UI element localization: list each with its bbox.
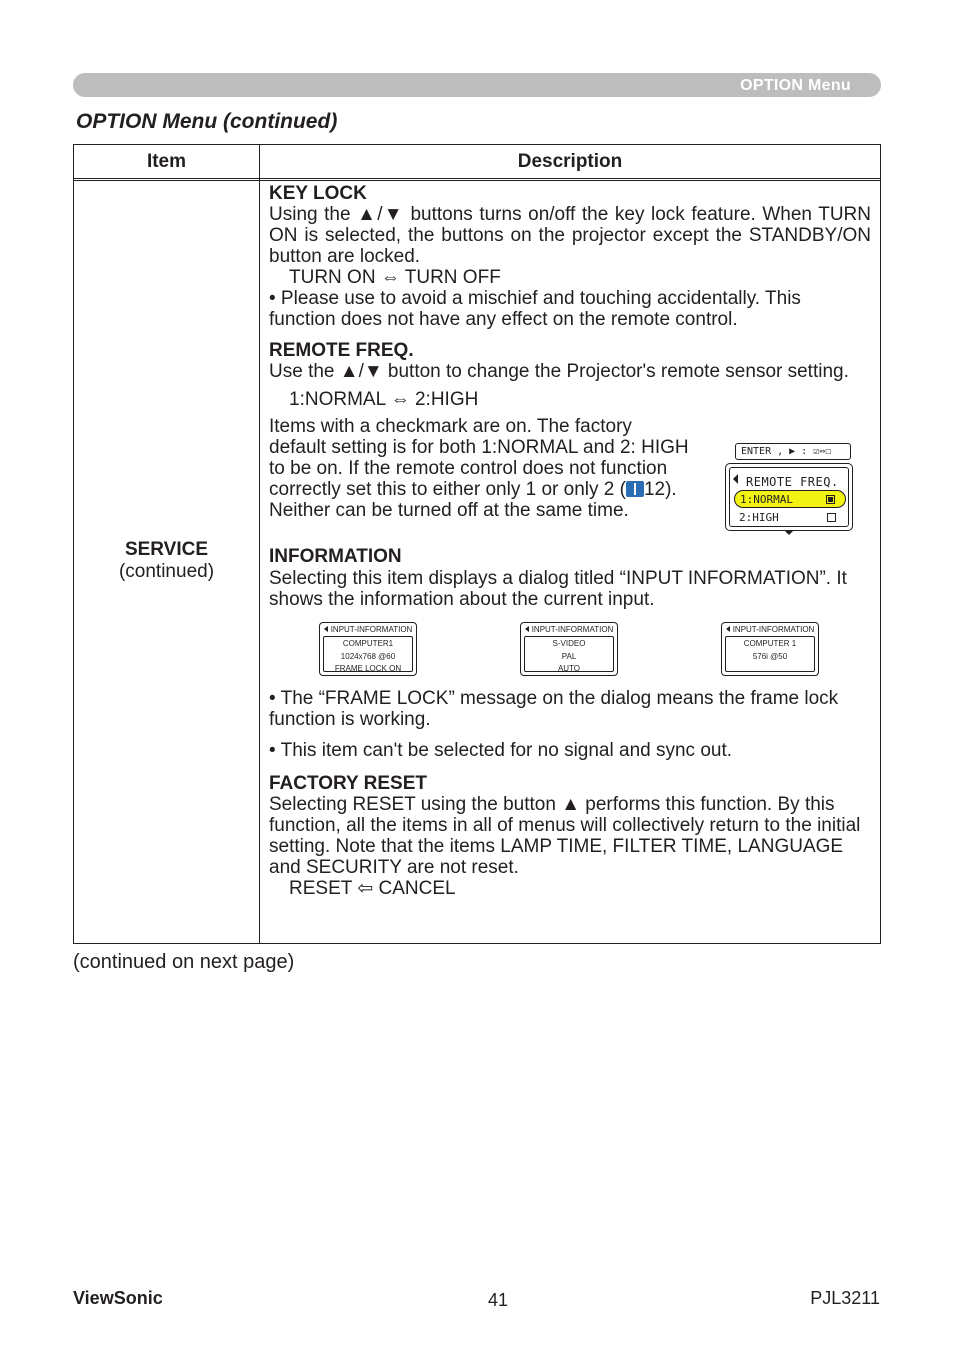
- footer-model: PJL3211: [810, 1288, 880, 1308]
- item-name: SERVICE: [124, 539, 209, 560]
- dialog-title: INPUT-INFORMATION: [330, 625, 413, 634]
- dialog-title: INPUT-INFORMATION: [732, 625, 815, 634]
- item-sub: (continued): [118, 561, 215, 582]
- remote-freq-note-a: Items with a checkmark are on. The factory default setting is for both 1:NORMAL and 2: HIGH to be on. If the remote control does not function correctly set this to either only 1 or only 2 (: [269, 416, 689, 500]
- col-header-description: Description: [517, 151, 623, 172]
- key-lock-heading: KEY LOCK: [269, 183, 367, 204]
- osd-title: REMOTE FREQ.: [746, 475, 839, 489]
- option-table: [73, 144, 881, 944]
- osd-row-normal-label: 1:NORMAL: [740, 493, 793, 506]
- osd-row-high: [734, 509, 846, 527]
- osd-menu-box: [725, 463, 853, 531]
- information-text: Selecting this item displays a dialog titled “INPUT INFORMATION”. It shows the information about the current input.: [269, 568, 847, 610]
- column-divider: [259, 145, 260, 943]
- down-arrow-icon: [784, 530, 794, 535]
- remote-freq-note-b: Neither can be turned off at the same time.: [269, 500, 629, 521]
- dialog-line: COMPUTER 1: [743, 639, 797, 648]
- dialog-line: 1024x768 @60: [340, 651, 396, 661]
- header-bar: [73, 73, 881, 97]
- item-cell: [74, 539, 259, 583]
- key-lock-text: Using the ▲/▼ buttons turns on/off the key lock feature. When TURN ON is selected, the buttons on the projector except the STANDBY/ON button are locked.: [269, 204, 871, 267]
- left-arrow-icon: [733, 474, 738, 484]
- remote-freq-text: Use the ▲/▼ button to change the Projector's remote sensor setting.: [269, 361, 849, 382]
- remote-freq-options: 1:NORMAL ⇔ 2:HIGH: [289, 389, 479, 410]
- dialog-title: INPUT-INFORMATION: [531, 625, 614, 634]
- osd-top-bar: ENTER , ▶ : ☑⇔☐: [735, 443, 851, 460]
- left-arrow-icon: [324, 626, 328, 632]
- checked-box-icon: [826, 495, 835, 504]
- book-icon: [626, 481, 644, 497]
- dialog-line: 576i @50: [752, 651, 788, 661]
- dialog-line: AUTO: [557, 664, 581, 673]
- osd-row-normal: [734, 490, 846, 508]
- factory-reset-heading: FACTORY RESET: [269, 773, 428, 794]
- table-header-row: [74, 145, 880, 179]
- left-arrow-icon: [726, 626, 730, 632]
- information-heading: INFORMATION: [269, 546, 402, 567]
- remote-freq-block: [269, 416, 871, 536]
- left-arrow-icon: [525, 626, 529, 632]
- footer-brand: ViewSonic: [73, 1288, 163, 1308]
- dialog-line: S-VIDEO: [552, 639, 586, 648]
- col-header-item: Item: [146, 151, 187, 172]
- dialog-line: PAL: [561, 651, 577, 661]
- information-note-no-signal: • This item can't be selected for no signal and sync out.: [269, 740, 733, 761]
- input-info-dialogs: [269, 622, 871, 682]
- remote-freq-note-ref: 12).: [643, 479, 677, 500]
- unchecked-box-icon: [827, 513, 836, 522]
- page-number: 41: [488, 1290, 509, 1310]
- information-note-frame-lock: • The “FRAME LOCK” message on the dialog means the frame lock function is working.: [269, 688, 839, 730]
- factory-reset-options: RESET ⇦ CANCEL: [289, 878, 456, 899]
- input-info-dialog: [721, 622, 819, 676]
- header-label: OPTION Menu: [740, 77, 851, 94]
- input-info-dialog: [319, 622, 417, 676]
- description-cell: [269, 183, 871, 899]
- section-title: OPTION Menu (continued): [76, 110, 338, 133]
- dialog-line: FRAME LOCK ON: [334, 664, 402, 673]
- dialog-line: COMPUTER1: [342, 639, 394, 648]
- continued-next-page: (continued on next page): [73, 951, 295, 973]
- remote-freq-heading: REMOTE FREQ.: [269, 340, 414, 361]
- factory-reset-text: Selecting RESET using the button ▲ performs this function. By this function, all the items in all of menus will collectively return to the initial setting. Note that the items LAMP TIME, FILTER TIME, LANGUAGE and SECURITY are not reset.: [269, 794, 861, 878]
- remote-freq-note: [269, 416, 689, 521]
- osd-row-high-label: 2:HIGH: [739, 511, 779, 524]
- key-lock-options: TURN ON ⇔ TURN OFF: [289, 267, 501, 288]
- input-info-dialog: [520, 622, 618, 676]
- key-lock-note: • Please use to avoid a mischief and touching accidentally. This function does not have any effect on the remote control.: [269, 288, 801, 330]
